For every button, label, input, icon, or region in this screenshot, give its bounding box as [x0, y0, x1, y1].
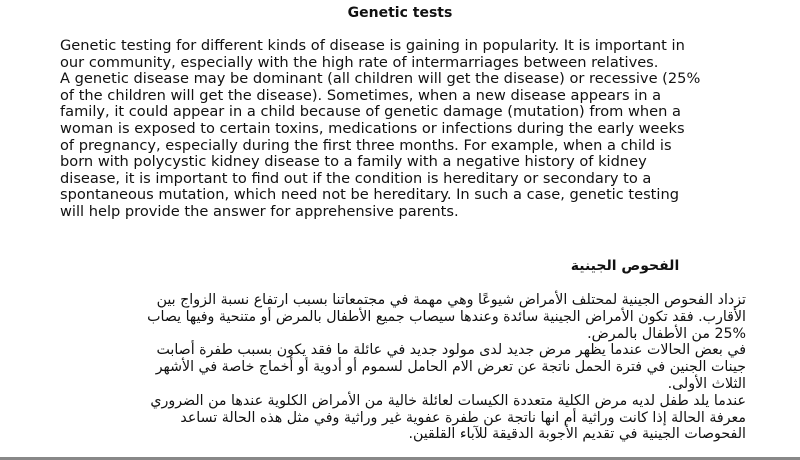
- arabic-paragraph: [50, 292, 746, 443]
- english-line: of pregnancy, especially during the first three months. For example, when a child is: [60, 136, 672, 154]
- arabic-line: عندما يلد طفل لديه مرض الكلية متعددة الكيسات لعائلة خالية من الأمراض الكلوية عندها من الضروري: [150, 392, 746, 409]
- arabic-line: الثلاث الأولى.: [667, 375, 746, 392]
- english-line: A genetic disease may be dominant (all children will get the disease) or recessive (25%: [60, 70, 701, 88]
- arabic-line: 25% من الأطفال بالمرض.: [587, 325, 746, 342]
- arabic-line: تزداد الفحوص الجينية لمحتلف الأمراض شيوعًا وهي مهمة في مجتمعاتنا بسبب ارتفاع نسبة الزواج بين: [156, 292, 746, 308]
- english-line: born with polycystic kidney disease to a family with a negative history of kidney: [60, 153, 647, 171]
- english-line: of the children will get the disease). Sometimes, when a new disease appears in a: [60, 86, 662, 104]
- english-line: woman is exposed to certain toxins, medications or infections during the early weeks: [60, 119, 685, 137]
- arabic-line: معرفة الحالة إذا كانت وراثية أم انها ناتجة عن طفرة عفوية غير وراثية وفي مثل هذه الحالة تساعد: [180, 409, 746, 426]
- arabic-line: الفحوصات الجينية في تقديم الأجوبة الدقيقة للآباء القلقين.: [408, 426, 746, 443]
- english-title: Genetic tests: [347, 5, 453, 21]
- english-line: disease, it is important to find out if the condition is hereditary or secondary to a: [60, 169, 652, 187]
- english-line: our community, especially with the high rate of intermarriages between relatives.: [60, 53, 659, 71]
- arabic-line: الأقارب. فقد تكون الأمراض الجينية سائدة وعندها سيصاب جميع الأطفال بالمرض أو متنحية وفيها يصاب: [147, 308, 746, 325]
- english-paragraph: [60, 38, 760, 221]
- arabic-line: في بعض الحالات عندما يظهر مرض جديد لدى مولود جديد في عائلة ما فقد يكون بسبب طفرة أصابت: [156, 342, 746, 359]
- arabic-line: جينات الجنين في فترة الحمل ناتجة عن تعرض الام الحامل لسموم أو أدوية أو أخماج خاصة في الأشهر: [155, 359, 746, 376]
- arabic-title-row: [0, 258, 690, 274]
- english-line: family, it could appear in a child because of genetic damage (mutation) from when a: [60, 103, 681, 121]
- english-line: Genetic testing for different kinds of disease is gaining in popularity. It is important in: [60, 37, 685, 54]
- english-line: spontaneous mutation, which need not be hereditary. In such a case, genetic testing: [60, 186, 679, 204]
- arabic-title: الفحوص الجينية: [570, 258, 680, 274]
- english-line: will help provide the answer for apprehensive parents.: [60, 202, 459, 220]
